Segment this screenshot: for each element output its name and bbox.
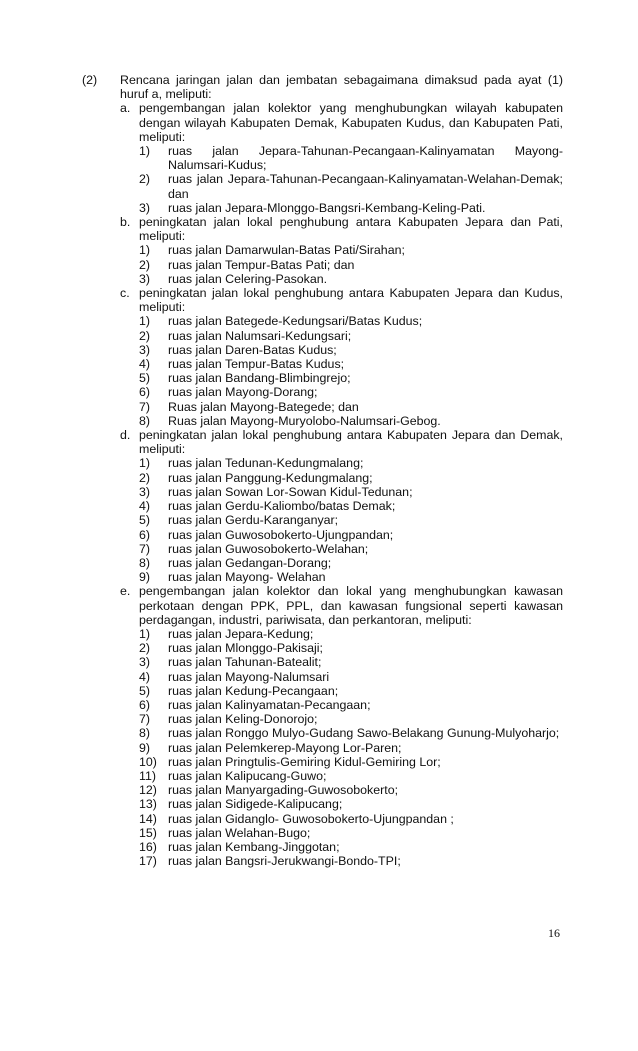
list-item [139,456,563,470]
list-item [139,528,563,542]
list-item [139,385,563,399]
list-item [139,314,563,328]
list-item-text: ruas jalan Daren-Batas Kudus; [168,342,337,357]
list-item-text: ruas jalan Mayong- Welahan [168,570,326,585]
list-item-number: 5) [139,371,151,386]
list-item-number: 1) [139,144,151,159]
list-item-number: 5) [139,513,151,528]
list-item-number: 1) [139,626,151,641]
list-item [139,485,563,499]
list-item-number: 4) [139,669,151,684]
list-item-text: ruas jalan Tempur-Batas Kudus; [168,357,345,372]
list-item [139,755,563,769]
list-item [139,357,563,371]
list-item-text: ruas jalan Damarwulan-Batas Pati/Sirahan; [168,243,405,258]
list-item-text: ruas jalan Bandang-Blimbingrejo; [168,371,351,386]
section-e [120,584,563,627]
list-item-text: ruas jalan Mayong-Nalumsari [168,669,330,684]
list-item-text: ruas jalan Kedung-Pecangaan; [168,683,339,698]
list-item-number: 2) [139,328,151,343]
list-item-number: 1) [139,243,151,258]
list-item-number: 2) [139,470,151,485]
list-item-text: ruas jalan Tahunan-Batealit; [168,655,322,670]
list-item-number: 13) [139,797,157,812]
list-item [139,201,563,215]
list-item [139,144,563,172]
list-item-number: 7) [139,541,151,556]
section-text: peningkatan jalan lokal penghubung antara Kabupaten Jepara dan Demak, meliputi: [139,428,563,457]
list-item [139,243,563,257]
list-item-number: 10) [139,754,157,769]
list-item [139,471,563,485]
list-item-text: ruas jalan Celering-Pasokan. [168,271,328,286]
section-text: peningkatan jalan lokal penghubung antara Kabupaten Jepara dan Pati, meliputi: [139,215,563,244]
sections-list [82,101,563,868]
section-text: pengembangan jalan kolektor yang menghubungkan wilayah kabupaten dengan wilayah Kabupaten Demak, Kabupaten Kudus, dan Kabupaten Pati, meliputi: [139,101,563,144]
list-item-text: ruas jalan Kembang-Jinggotan; [168,839,340,854]
list-item-number: 8) [139,726,151,741]
section-d [120,428,563,456]
list-item-text: ruas jalan Guwosobokerto-Ujungpandan; [168,527,394,542]
list-item [139,570,563,584]
list-item-text: ruas jalan Mayong-Dorang; [168,385,318,400]
list-item-number: 7) [139,399,151,414]
list-item [139,172,563,200]
list-item [139,670,563,684]
list-item-text: Ruas jalan Mayong-Bategede; dan [168,399,359,414]
list-item [139,854,563,868]
list-item-number: 9) [139,570,151,585]
list-item [139,797,563,811]
list-item [139,769,563,783]
list-item-text: ruas jalan Pelemkerep-Mayong Lor-Paren; [168,740,402,755]
list-item-text: ruas jalan Sowan Lor-Sowan Kidul-Tedunan; [168,484,413,499]
section-c [120,286,563,314]
list-item-text: ruas jalan Jepara-Mlonggo-Bangsri-Kembang-Keling-Pati. [168,200,486,215]
list-item-text: ruas jalan Pringtulis-Gemiring Kidul-Gemiring Lor; [168,754,441,769]
list-item-text: ruas jalan Nalumsari-Kedungsari; [168,328,352,343]
list-item [139,329,563,343]
list-item-number: 4) [139,357,151,372]
section-text: peningkatan jalan lokal penghubung antara Kabupaten Jepara dan Kudus, meliputi: [139,286,563,315]
list-item-number: 3) [139,342,151,357]
list-item-text: ruas jalan Kalinyamatan-Pecangaan; [168,697,371,712]
list-item-number: 8) [139,555,151,570]
list-item-number: 2) [139,641,151,656]
list-item-text: ruas jalan Manyargading-Guwosobokerto; [168,783,399,798]
list-item-number: 12) [139,783,157,798]
list-item-number: 3) [139,271,151,286]
list-item-text: ruas jalan Tedunan-Kedungmalang; [168,456,364,471]
list-item-text: Ruas jalan Mayong-Muryolobo-Nalumsari-Gebog. [168,413,441,428]
list-item-text: ruas jalan Jepara-Tahunan-Pecangaan-Kalinyamatan-Welahan-Demak; dan [168,172,563,201]
list-item [139,712,563,726]
list-item-text: ruas jalan Keling-Donorojo; [168,712,318,727]
list-item [139,499,563,513]
list-item-number: 9) [139,740,151,755]
list-item-number: 4) [139,499,151,514]
list-item [139,812,563,826]
list-item-number: 1) [139,456,151,471]
list-item-number: 6) [139,697,151,712]
section-letter: c. [120,286,130,301]
list-item-number: 3) [139,484,151,499]
list-item [139,726,563,740]
section-a [120,101,563,144]
list-item-number: 6) [139,527,151,542]
list-item-number: 7) [139,712,151,727]
list-item-text: ruas jalan Kalipucang-Guwo; [168,768,327,783]
list-item-text: ruas jalan Gidanglo- Guwosobokerto-Ujungpandan ; [168,811,454,826]
section-letter: a. [120,101,131,116]
list-item-text: ruas jalan Jepara-Tahunan-Pecangaan-Kalinyamatan Mayong-Nalumsari-Kudus; [168,144,563,173]
list-item-number: 2) [139,257,151,272]
section-b [120,215,563,243]
list-item-text: ruas jalan Panggung-Kedungmalang; [168,470,373,485]
list-item-number: 6) [139,385,151,400]
list-item-text: ruas jalan Gerdu-Karanganyar; [168,513,339,528]
list-item-number: 3) [139,655,151,670]
list-item-text: ruas jalan Tempur-Batas Pati; dan [168,257,355,272]
list-item-text: ruas jalan Guwosobokerto-Welahan; [168,541,369,556]
list-item-number: 5) [139,683,151,698]
list-item-number: 11) [139,768,156,783]
list-item-number: 8) [139,413,151,428]
list-item [139,655,563,669]
list-item [139,556,563,570]
section-letter: e. [120,584,131,599]
section-letter: b. [120,215,131,230]
list-item [139,627,563,641]
list-item-number: 3) [139,200,151,215]
list-item-text: ruas jalan Welahan-Bugo; [168,825,311,840]
section-text: pengembangan jalan kolektor dan lokal yang menghubungkan kawasan perkotaan dengan PPK, PPL, dan kawasan fungsional seperti kawasan perdagangan, industri, pariwisata, dan perkantoran, meliputi: [139,584,563,627]
page-number: 16 [548,926,560,940]
section-letter: d. [120,428,131,443]
ayat-2-content [82,73,563,868]
list-item [139,400,563,414]
list-item-number: 15) [139,825,157,840]
list-item-number: 1) [139,314,151,329]
list-item-text: ruas jalan Gerdu-Kaliombo/batas Demak; [168,499,396,514]
list-item-text: ruas jalan Jepara-Kedung; [168,626,314,641]
list-item-text: ruas jalan Ronggo Mulyo-Gudang Sawo-Belakang Gunung-Mulyoharjo; [168,726,560,741]
list-item [139,371,563,385]
list-item-number: 16) [139,839,157,854]
list-item [139,698,563,712]
list-item-text: ruas jalan Gedangan-Dorang; [168,555,332,570]
list-item [139,414,563,428]
ayat-row [82,73,563,101]
list-item [139,840,563,854]
list-item [139,542,563,556]
list-item [139,513,563,527]
list-item-number: 14) [139,811,157,826]
list-item-number: 2) [139,172,151,187]
list-item [139,343,563,357]
list-item [139,783,563,797]
list-item [139,684,563,698]
list-item-number: 17) [139,854,157,869]
list-item-text: ruas jalan Bangsri-Jerukwangi-Bondo-TPI; [168,854,401,869]
list-item [139,272,563,286]
ayat-intro: Rencana jaringan jalan dan jembatan sebagaimana dimaksud pada ayat (1) huruf a, meliputi: [120,73,563,102]
ayat-number: (2) [82,73,98,87]
list-item [139,826,563,840]
list-item [139,641,563,655]
list-item [139,258,563,272]
list-item-text: ruas jalan Sidigede-Kalipucang; [168,797,343,812]
list-item-text: ruas jalan Mlonggo-Pakisaji; [168,641,323,656]
list-item-text: ruas jalan Bategede-Kedungsari/Batas Kudus; [168,314,423,329]
list-item [139,741,563,755]
